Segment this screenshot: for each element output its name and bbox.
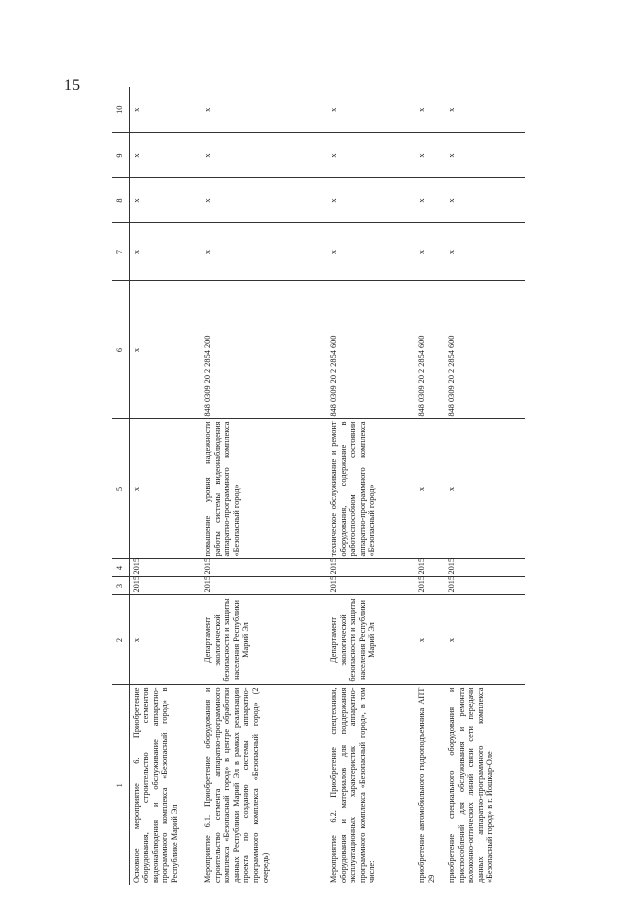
budget-code-cell: 848 0309 20 2 2854 200	[201, 281, 327, 419]
executor-cell: Департамент экологической безопасности и защиты населения Республики Марий Эл	[201, 595, 327, 685]
result-cell: х	[415, 419, 445, 559]
value-cell: х	[415, 133, 445, 178]
value-cell: х	[445, 87, 525, 133]
start-year-cell: 2015	[327, 577, 415, 595]
table-row	[445, 87, 525, 885]
result-cell: х	[445, 419, 525, 559]
value-cell: х	[129, 133, 201, 178]
column-header: 7	[112, 223, 129, 281]
value-cell: х	[445, 178, 525, 223]
value-cell: х	[327, 178, 415, 223]
value-cell: х	[327, 87, 415, 133]
budget-code-cell: 848 0309 20 2 2854 600	[445, 281, 525, 419]
end-year-cell: 2015	[445, 559, 525, 577]
executor-cell: Департамент экологической безопасности и защиты населения Республики Марий Эл	[327, 595, 415, 685]
value-cell: х	[415, 223, 445, 281]
start-year-cell: 2015	[201, 577, 327, 595]
result-cell: повышение уровня надежности работы системы видеонаблюдения аппаратно-программного комплекса «Безопасный город»	[201, 419, 327, 559]
value-cell: х	[201, 178, 327, 223]
start-year-cell: 2015	[129, 577, 201, 595]
value-cell: х	[415, 178, 445, 223]
activity-name-cell: приобретение специального оборудования и приспособлений для обслуживания и ремонта волоконно-оптических линий связи сети передачи данных аппаратно-программного комплекса «Безопасный город» в г. Йошкар-Оле	[447, 687, 495, 883]
table-row	[415, 87, 445, 885]
column-header: 1	[112, 685, 129, 885]
value-cell: х	[129, 223, 201, 281]
executor-cell: х	[415, 595, 445, 685]
column-header: 5	[112, 419, 129, 559]
value-cell: х	[201, 87, 327, 133]
executor-cell: х	[129, 595, 201, 685]
value-cell: х	[129, 178, 201, 223]
table-row	[129, 87, 201, 885]
activities-table	[112, 87, 525, 885]
end-year-cell: 2015	[201, 559, 327, 577]
value-cell: х	[129, 87, 201, 133]
column-header: 9	[112, 133, 129, 178]
rotated-page-content	[112, 87, 512, 885]
value-cell: х	[201, 133, 327, 178]
end-year-cell: 2015	[129, 559, 201, 577]
budget-code-cell: 848 0309 20 2 2854 600	[327, 281, 415, 419]
column-header: 10	[112, 87, 129, 133]
column-header: 2	[112, 595, 129, 685]
end-year-cell: 2015	[415, 559, 445, 577]
value-cell: х	[445, 223, 525, 281]
value-cell: х	[201, 223, 327, 281]
activity-name-cell: Мероприятие 6.1. Приобретение оборудования и строительство сегмента аппаратно-программного комплекса «Безопасный город» в центре обработки данных Республики Марий Эл в рамках реализации проекта по созданию системы аппаратно-программного комплекса «Безопасный город» (2 очередь)	[203, 687, 270, 883]
end-year-cell: 2015	[327, 559, 415, 577]
result-cell: техническое обслуживание и ремонт оборудования, содержание в работоспособном состоянии аппаратно-программного комплекса «Безопасный город»	[327, 419, 415, 559]
column-header: 4	[112, 559, 129, 577]
page-number: 15	[64, 77, 80, 94]
executor-cell: х	[445, 595, 525, 685]
activity-name-cell: Мероприятие 6.2. Приобретение спецтехники, оборудования и материалов для поддержания эксплуатационных характеристик аппаратно-программного комплекса «Безопасный город», в том числе:	[329, 687, 377, 883]
value-cell: х	[445, 133, 525, 178]
column-header: 8	[112, 178, 129, 223]
value-cell: х	[327, 133, 415, 178]
budget-code-cell: х	[129, 281, 201, 419]
budget-code-cell: 848 0309 20 2 2854 600	[415, 281, 445, 419]
value-cell: х	[415, 87, 445, 133]
result-cell: х	[129, 419, 201, 559]
activity-name-cell: приобретение автомобильного гидроподъемника АПТ 29	[417, 687, 436, 883]
value-cell: х	[327, 223, 415, 281]
column-header: 3	[112, 577, 129, 595]
column-header: 6	[112, 281, 129, 419]
table-row	[201, 87, 327, 885]
table-row	[327, 87, 415, 885]
activity-name-cell: Основное мероприятие 6. Приобретение оборудования, строительство сегментов видеонаблюдения и обслуживание аппаратно-программного комплекса «Безопасный город» в Республике Марий Эл	[131, 687, 179, 883]
start-year-cell: 2015	[445, 577, 525, 595]
header-row	[112, 87, 129, 885]
start-year-cell: 2015	[415, 577, 445, 595]
